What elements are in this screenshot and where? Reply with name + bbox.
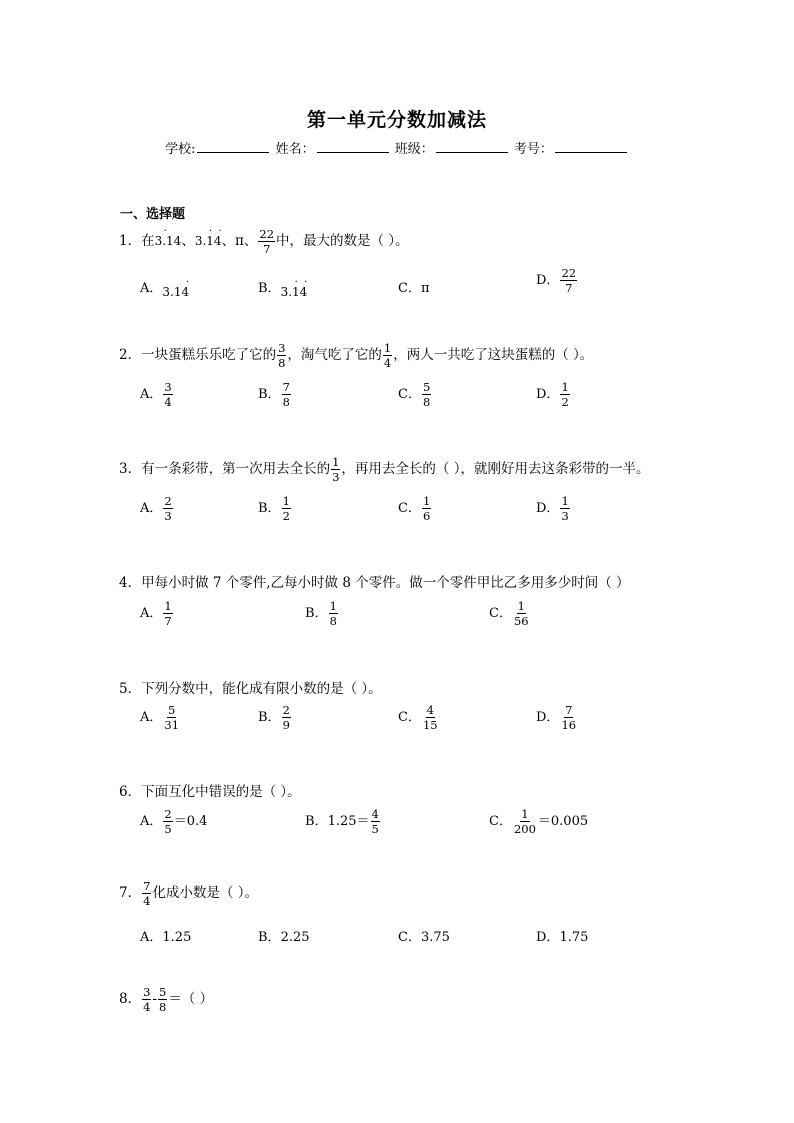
name-label: 姓名： [275, 142, 315, 157]
fraction: $\frac{3}{8}$ [278, 341, 286, 371]
option-d[interactable]: D．1.75 [536, 930, 589, 945]
option-a[interactable]: A． $\frac{1}{7}$ [140, 599, 172, 629]
exam-number-label: 考号： [513, 142, 553, 157]
option-a[interactable]: A． $\frac{5}{31}$ [140, 703, 180, 733]
option-b[interactable]: B． $\frac{1}{2}$ [258, 494, 290, 524]
question-1 [119, 228, 409, 255]
question-7 [119, 880, 258, 907]
option-c[interactable]: C． $\frac{1}{200}$ ＝0.005 [489, 807, 589, 837]
repeat-dot-icon: · [163, 226, 167, 238]
exam-number-blank[interactable] [555, 140, 627, 153]
option-b[interactable]: B． $\frac{7}{8}$ [258, 380, 290, 410]
option-c[interactable]: C． $\frac{1}{56}$ [489, 599, 529, 629]
question-number: 1． [119, 233, 142, 250]
question-text: ＝（ ） [168, 991, 214, 1008]
question-5 [119, 677, 382, 697]
question-4 [119, 571, 630, 591]
option-c[interactable]: C． $\frac{5}{8}$ [398, 380, 431, 410]
question-8 [119, 986, 213, 1013]
option-a[interactable]: A． $\frac{2}{5}$ ＝0.4 [140, 807, 208, 837]
option-b[interactable]: B．2.25 [258, 930, 310, 945]
option-b[interactable]: B．3.14 · · [258, 277, 308, 299]
fraction: $\frac{1}{4}$ [383, 341, 392, 371]
question-3 [119, 456, 649, 483]
question-number: 6． [119, 784, 142, 800]
question-text: 化成小数是（ ）。 [152, 885, 258, 902]
repeat-dot-icon: · [294, 277, 298, 288]
option-a[interactable]: A． $\frac{3}{4}$ [140, 380, 172, 410]
section-heading: 一、选择题 [120, 207, 186, 222]
fraction: $\frac{22}{7}$ [561, 266, 577, 296]
question-text: 下面互化中错误的是（ ）。 [141, 784, 301, 800]
question-text: ，再用去全长的（ ），就刚好用去这条彩带的一半。 [341, 461, 650, 478]
question-number: 7． [119, 885, 142, 902]
class-label: 班级： [394, 142, 434, 157]
name-blank[interactable] [317, 140, 389, 153]
question-text: 一块蛋糕乐乐吃了它的 [141, 347, 277, 364]
question-number: 5． [119, 681, 142, 697]
question-text: 下列分数中，能化成有限小数的是（ ）。 [141, 681, 382, 697]
option-d[interactable]: D． $\frac{1}{3}$ [536, 494, 569, 524]
class-blank[interactable] [436, 140, 508, 153]
option-d[interactable]: D． $\frac{1}{2}$ [536, 380, 569, 410]
option-a[interactable]: A．1.25 [140, 930, 192, 945]
minus-sign: - [152, 991, 157, 1008]
question-number: 4． [119, 575, 142, 591]
option-c[interactable]: C．π [398, 281, 430, 296]
question-number: 2． [119, 347, 142, 364]
option-b[interactable]: B．1.25＝ $\frac{4}{5}$ [305, 807, 379, 837]
separator: 、 [181, 233, 195, 250]
option-a[interactable]: A． $\frac{2}{3}$ [140, 494, 172, 524]
question-6 [119, 780, 301, 800]
fraction: $\frac{22}{7}$ [259, 227, 275, 257]
option-d[interactable]: D． $\frac{7}{16}$ [536, 703, 577, 733]
fraction: $\frac{3}{4}$ [143, 985, 151, 1015]
repeat-dot-icon: · [218, 226, 222, 238]
option-a[interactable]: A．3.14 · [140, 277, 190, 299]
question-text: ，两人一共吃了这块蛋糕的（ ）。 [393, 347, 594, 364]
repeat-dot-icon: · [208, 226, 212, 238]
question-text: 甲每小时做 7 个零件,乙每小时做 8 个零件。做一个零件甲比乙多用多少时间（ ） [141, 575, 630, 591]
repeat-dot-icon: · [185, 277, 190, 288]
repeating-decimal: 3.14 · · [194, 226, 222, 249]
question-number: 3． [119, 461, 142, 478]
question-text: 中，最大的数是（ ）。 [276, 233, 409, 250]
option-c[interactable]: C．3.75 [398, 930, 450, 945]
option-b[interactable]: B． $\frac{1}{8}$ [305, 599, 337, 629]
fraction: $\frac{1}{3}$ [332, 455, 340, 485]
repeating-decimal: 3.14 · [154, 226, 182, 249]
option-d[interactable]: D． $\frac{22}{7}$ [536, 266, 577, 296]
option-c[interactable]: C． $\frac{4}{15}$ [398, 703, 438, 733]
fraction: $\frac{5}{8}$ [158, 985, 167, 1015]
question-text: ，淘气吃了它的 [287, 347, 382, 364]
fraction: $\frac{7}{4}$ [143, 879, 151, 909]
question-number: 8． [119, 991, 142, 1008]
option-c[interactable]: C． $\frac{1}{6}$ [398, 494, 431, 524]
separator: 、π、 [221, 233, 258, 250]
question-2 [119, 342, 593, 369]
page-title: 第一单元分数加减法 [306, 109, 487, 131]
school-blank[interactable] [197, 140, 269, 153]
question-text: 在 [141, 233, 155, 250]
option-b[interactable]: B． $\frac{2}{9}$ [258, 703, 290, 733]
student-info-line [0, 138, 794, 157]
question-text: 有一条彩带，第一次用去全长的 [141, 461, 331, 478]
school-label: 学校: [165, 142, 196, 157]
repeat-dot-icon: · [304, 277, 308, 288]
